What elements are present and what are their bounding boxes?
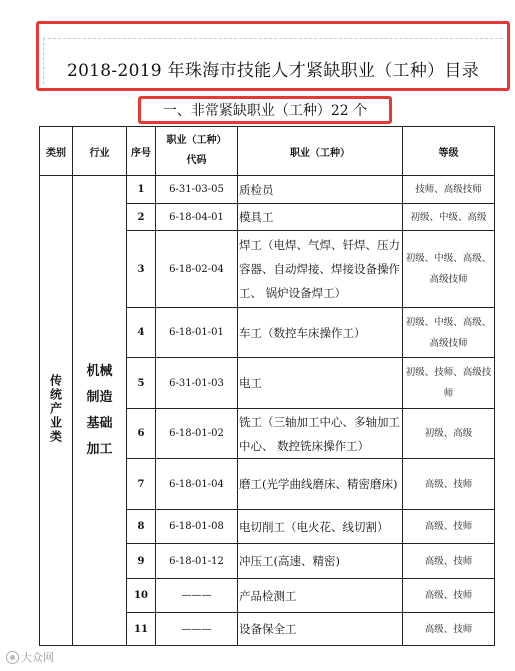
row-level: 高级、技师: [403, 613, 495, 646]
row-number: 1: [127, 176, 156, 204]
row-code: 6-18-01-01: [156, 308, 238, 358]
row-occupation: 铣工（三轴加工中心、多轴加工中心、 数控铣床操作工）: [238, 409, 403, 459]
row-level: 初级、中级、高级、高级技师: [403, 231, 495, 308]
row-level: 高级、技师: [403, 459, 495, 510]
row-code: 6-31-01-03: [156, 358, 238, 409]
row-number: 10: [127, 579, 156, 613]
row-level: 初级、中级、高级、高级技师: [403, 308, 495, 358]
row-level: 技师、高级技师: [403, 176, 495, 204]
row-occupation: 质检员: [238, 176, 403, 204]
row-number: 8: [127, 510, 156, 544]
row-code: 6-18-01-08: [156, 510, 238, 544]
row-code: 6-18-01-02: [156, 409, 238, 459]
category-text: 传统产业类: [48, 374, 63, 444]
row-number: 2: [127, 204, 156, 231]
row-code: 6-18-01-04: [156, 459, 238, 510]
table-header-row: [40, 127, 495, 176]
row-number: 11: [127, 613, 156, 646]
occupation-table: [39, 126, 495, 646]
row-occupation: 冲压工(高速、精密): [238, 544, 403, 579]
row-number: 5: [127, 358, 156, 409]
row-code: 6-18-02-04: [156, 231, 238, 308]
row-number: 9: [127, 544, 156, 579]
occupation-table-wrapper: [39, 126, 495, 646]
header-code-line1: 职业（工种）: [166, 135, 227, 146]
row-occupation: 焊工（电焊、气焊、钎焊、压力容器、自动焊接、焊接设备操作工、 锅炉设备焊工）: [238, 231, 403, 308]
row-code: ———: [156, 579, 238, 613]
row-occupation: 磨工(光学曲线磨床、精密磨床): [238, 459, 403, 510]
watermark: [6, 649, 54, 665]
row-level: 高级、技师: [403, 544, 495, 579]
row-code: 6-18-04-01: [156, 204, 238, 231]
watermark-text: 大众网: [21, 651, 54, 664]
section-title: 一、非常紧缺职业（工种）22 个: [138, 96, 392, 124]
header-code: [156, 127, 238, 176]
row-level: 高级、技师: [403, 579, 495, 613]
row-occupation: 车工（数控车床操作工）: [238, 308, 403, 358]
row-occupation: 模具工: [238, 204, 403, 231]
table-row: [40, 176, 495, 204]
header-level: 等级: [403, 127, 495, 176]
row-occupation: 设备保全工: [238, 613, 403, 646]
row-level: 初级、高级: [403, 409, 495, 459]
industry-text: 机械制造基础加工: [86, 363, 113, 457]
row-number: 7: [127, 459, 156, 510]
row-occupation: 电切削工（电火花、线切割）: [238, 510, 403, 544]
row-code: 6-31-03-05: [156, 176, 238, 204]
header-category: 类别: [40, 127, 73, 176]
header-seq: 序号: [127, 127, 156, 176]
row-level: 初级、中级、高级: [403, 204, 495, 231]
watermark-logo-icon: [6, 651, 19, 664]
header-industry: 行业: [73, 127, 127, 176]
row-level: 高级、技师: [403, 510, 495, 544]
industry-cell: [73, 176, 127, 646]
row-code: 6-18-01-12: [156, 544, 238, 579]
title-highlight-box: [36, 21, 510, 91]
row-number: 3: [127, 231, 156, 308]
row-level: 初级、技师、高级技师: [403, 358, 495, 409]
category-cell: [40, 176, 73, 646]
row-code: ———: [156, 613, 238, 646]
row-occupation: 产品检测工: [238, 579, 403, 613]
row-number: 4: [127, 308, 156, 358]
row-number: 6: [127, 409, 156, 459]
row-occupation: 电工: [238, 358, 403, 409]
header-code-line2: 代码: [186, 155, 207, 166]
header-occupation: 职业（工种）: [238, 127, 403, 176]
document-title: 2018-2019 年珠海市技能人才紧缺职业（工种）目录: [66, 61, 480, 81]
